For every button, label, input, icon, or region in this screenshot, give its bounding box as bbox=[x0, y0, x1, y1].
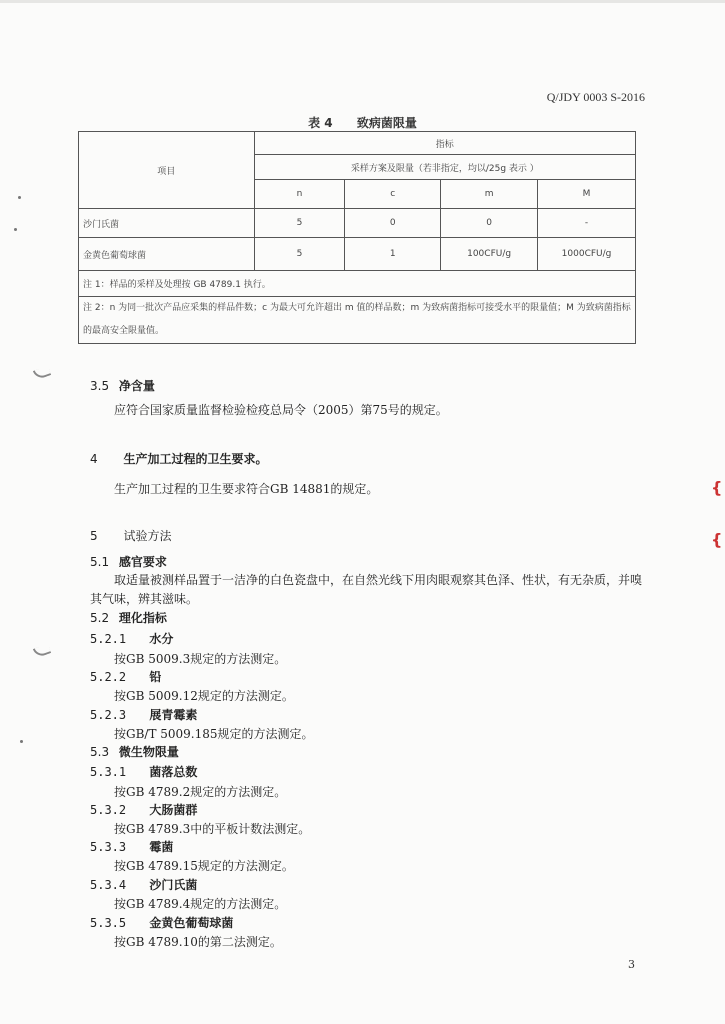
pathogen-limit-table bbox=[78, 131, 636, 344]
section-5-2-2-heading bbox=[90, 668, 161, 685]
section-number: 4 bbox=[90, 452, 98, 466]
section-5-3-2-body: 按GB 4789.3中的平板计数法测定。 bbox=[114, 822, 311, 836]
section-5-3-1-heading bbox=[90, 763, 197, 780]
section-number: 5 bbox=[90, 529, 98, 543]
binder-hole-mark bbox=[33, 644, 51, 659]
col-c-header: c bbox=[345, 180, 441, 209]
section-5-3-4-body: 按GB 4789.4规定的方法测定。 bbox=[114, 897, 287, 911]
section-title: 沙门氏菌 bbox=[149, 878, 198, 892]
binder-hole-mark bbox=[33, 366, 51, 381]
section-number: 5.2.2 bbox=[90, 670, 127, 684]
table-note-row bbox=[79, 271, 636, 297]
section-number: 5.3 bbox=[90, 745, 110, 759]
section-number: 5.3.4 bbox=[90, 878, 127, 892]
row-name: 沙门氏菌 bbox=[79, 209, 255, 238]
section-title: 展青霉素 bbox=[149, 708, 198, 722]
col-M-header: M bbox=[538, 180, 636, 209]
section-5-3-1-body: 按GB 4789.2规定的方法测定。 bbox=[114, 785, 287, 799]
cell-c: 1 bbox=[345, 238, 441, 271]
section-5-3-2-heading bbox=[90, 801, 197, 818]
section-title: 菌落总数 bbox=[149, 765, 198, 779]
section-number: 5.3.2 bbox=[90, 803, 127, 817]
section-number: 5.3.1 bbox=[90, 765, 127, 779]
section-5-3-3-body: 按GB 4789.15规定的方法测定。 bbox=[114, 859, 294, 873]
section-number: 5.3.3 bbox=[90, 840, 127, 854]
section-5-2-3-body: 按GB/T 5009.185规定的方法测定。 bbox=[114, 727, 314, 741]
table-note-row bbox=[79, 297, 636, 344]
section-5-2-1-heading bbox=[90, 630, 173, 647]
section-5-3-5-body: 按GB 4789.10的第二法测定。 bbox=[114, 935, 282, 949]
scan-speck bbox=[20, 740, 23, 743]
table-row bbox=[79, 209, 636, 238]
row-name: 金黄色葡萄球菌 bbox=[79, 238, 255, 271]
red-stamp-fragment-icon: { bbox=[711, 478, 723, 497]
section-number: 5.2.1 bbox=[90, 632, 127, 646]
section-5-2-1-body: 按GB 5009.3规定的方法测定。 bbox=[114, 652, 287, 666]
table-caption-title: 致病菌限量 bbox=[356, 116, 417, 130]
section-number: 5.2 bbox=[90, 611, 110, 625]
section-3-5-body: 应符合国家质量监督检验检疫总局令（2005）第75号的规定。 bbox=[114, 403, 448, 417]
table-caption bbox=[0, 114, 725, 131]
sampling-plan-header: 采样方案及限量（若非指定，均以/25g 表示 ） bbox=[254, 155, 635, 180]
cell-M: 1000CFU/g bbox=[538, 238, 636, 271]
cell-m: 0 bbox=[441, 209, 538, 238]
document-code: Q/JDY 0003 S-2016 bbox=[546, 90, 645, 104]
section-number: 5.2.3 bbox=[90, 708, 127, 722]
section-number: 3.5 bbox=[90, 379, 110, 393]
red-stamp-fragment-icon: { bbox=[711, 530, 723, 549]
scan-speck bbox=[18, 196, 21, 199]
section-title: 大肠菌群 bbox=[149, 803, 198, 817]
section-title: 生产加工过程的卫生要求。 bbox=[123, 452, 268, 466]
section-5-2-heading bbox=[90, 609, 167, 626]
table-caption-number: 表 4 bbox=[308, 116, 333, 130]
section-number: 5.1 bbox=[90, 555, 110, 569]
cell-M: - bbox=[538, 209, 636, 238]
section-5-1-body: 取适量被测样品置于一洁净的白色瓷盘中，在自然光线下用肉眼观察其色泽、性状，有无杂质，并嗅其气味，辨其滋味。 bbox=[90, 573, 643, 606]
scan-speck bbox=[14, 228, 17, 231]
section-5-3-3-heading bbox=[90, 838, 173, 855]
section-5-2-3-heading bbox=[90, 706, 197, 723]
section-title: 霉菌 bbox=[149, 840, 174, 854]
section-title: 微生物限量 bbox=[118, 745, 179, 759]
indicator-header: 指标 bbox=[254, 132, 635, 155]
item-header: 项目 bbox=[79, 132, 255, 209]
section-5-1-heading bbox=[90, 553, 167, 570]
section-title: 金黄色葡萄球菌 bbox=[149, 916, 234, 930]
section-5-2-2-body: 按GB 5009.12规定的方法测定。 bbox=[114, 689, 294, 703]
cell-m: 100CFU/g bbox=[441, 238, 538, 271]
table-note-1: 注 1：样品的采样及处理按 GB 4789.1 执行。 bbox=[79, 271, 636, 297]
section-title: 水分 bbox=[149, 632, 174, 646]
section-5-3-heading bbox=[90, 743, 179, 760]
table-row bbox=[79, 238, 636, 271]
section-4-heading bbox=[90, 450, 267, 467]
section-title: 试验方法 bbox=[123, 529, 172, 543]
section-title: 感官要求 bbox=[118, 555, 167, 569]
table-note-2: 注 2：n 为同一批次产品应采集的样品件数；c 为最大可允许超出 m 值的样品数；m 为致病菌指标可接受水平的限量值；M 为致病菌指标的最高安全限量值。 bbox=[79, 297, 636, 344]
page-number: 3 bbox=[628, 958, 635, 971]
cell-c: 0 bbox=[345, 209, 441, 238]
section-5-3-4-heading bbox=[90, 876, 197, 893]
col-n-header: n bbox=[254, 180, 345, 209]
section-title: 净含量 bbox=[118, 379, 155, 393]
col-m-header: m bbox=[441, 180, 538, 209]
section-4-body: 生产加工过程的卫生要求符合GB 14881的规定。 bbox=[114, 482, 379, 496]
page-top-edge bbox=[0, 0, 725, 3]
section-title: 铅 bbox=[149, 670, 162, 684]
section-3-5-heading bbox=[90, 377, 155, 394]
section-5-3-5-heading bbox=[90, 914, 233, 931]
cell-n: 5 bbox=[254, 238, 345, 271]
section-title: 理化指标 bbox=[118, 611, 167, 625]
cell-n: 5 bbox=[254, 209, 345, 238]
section-5-heading bbox=[90, 527, 171, 544]
section-number: 5.3.5 bbox=[90, 916, 127, 930]
table-header-row bbox=[79, 132, 636, 155]
